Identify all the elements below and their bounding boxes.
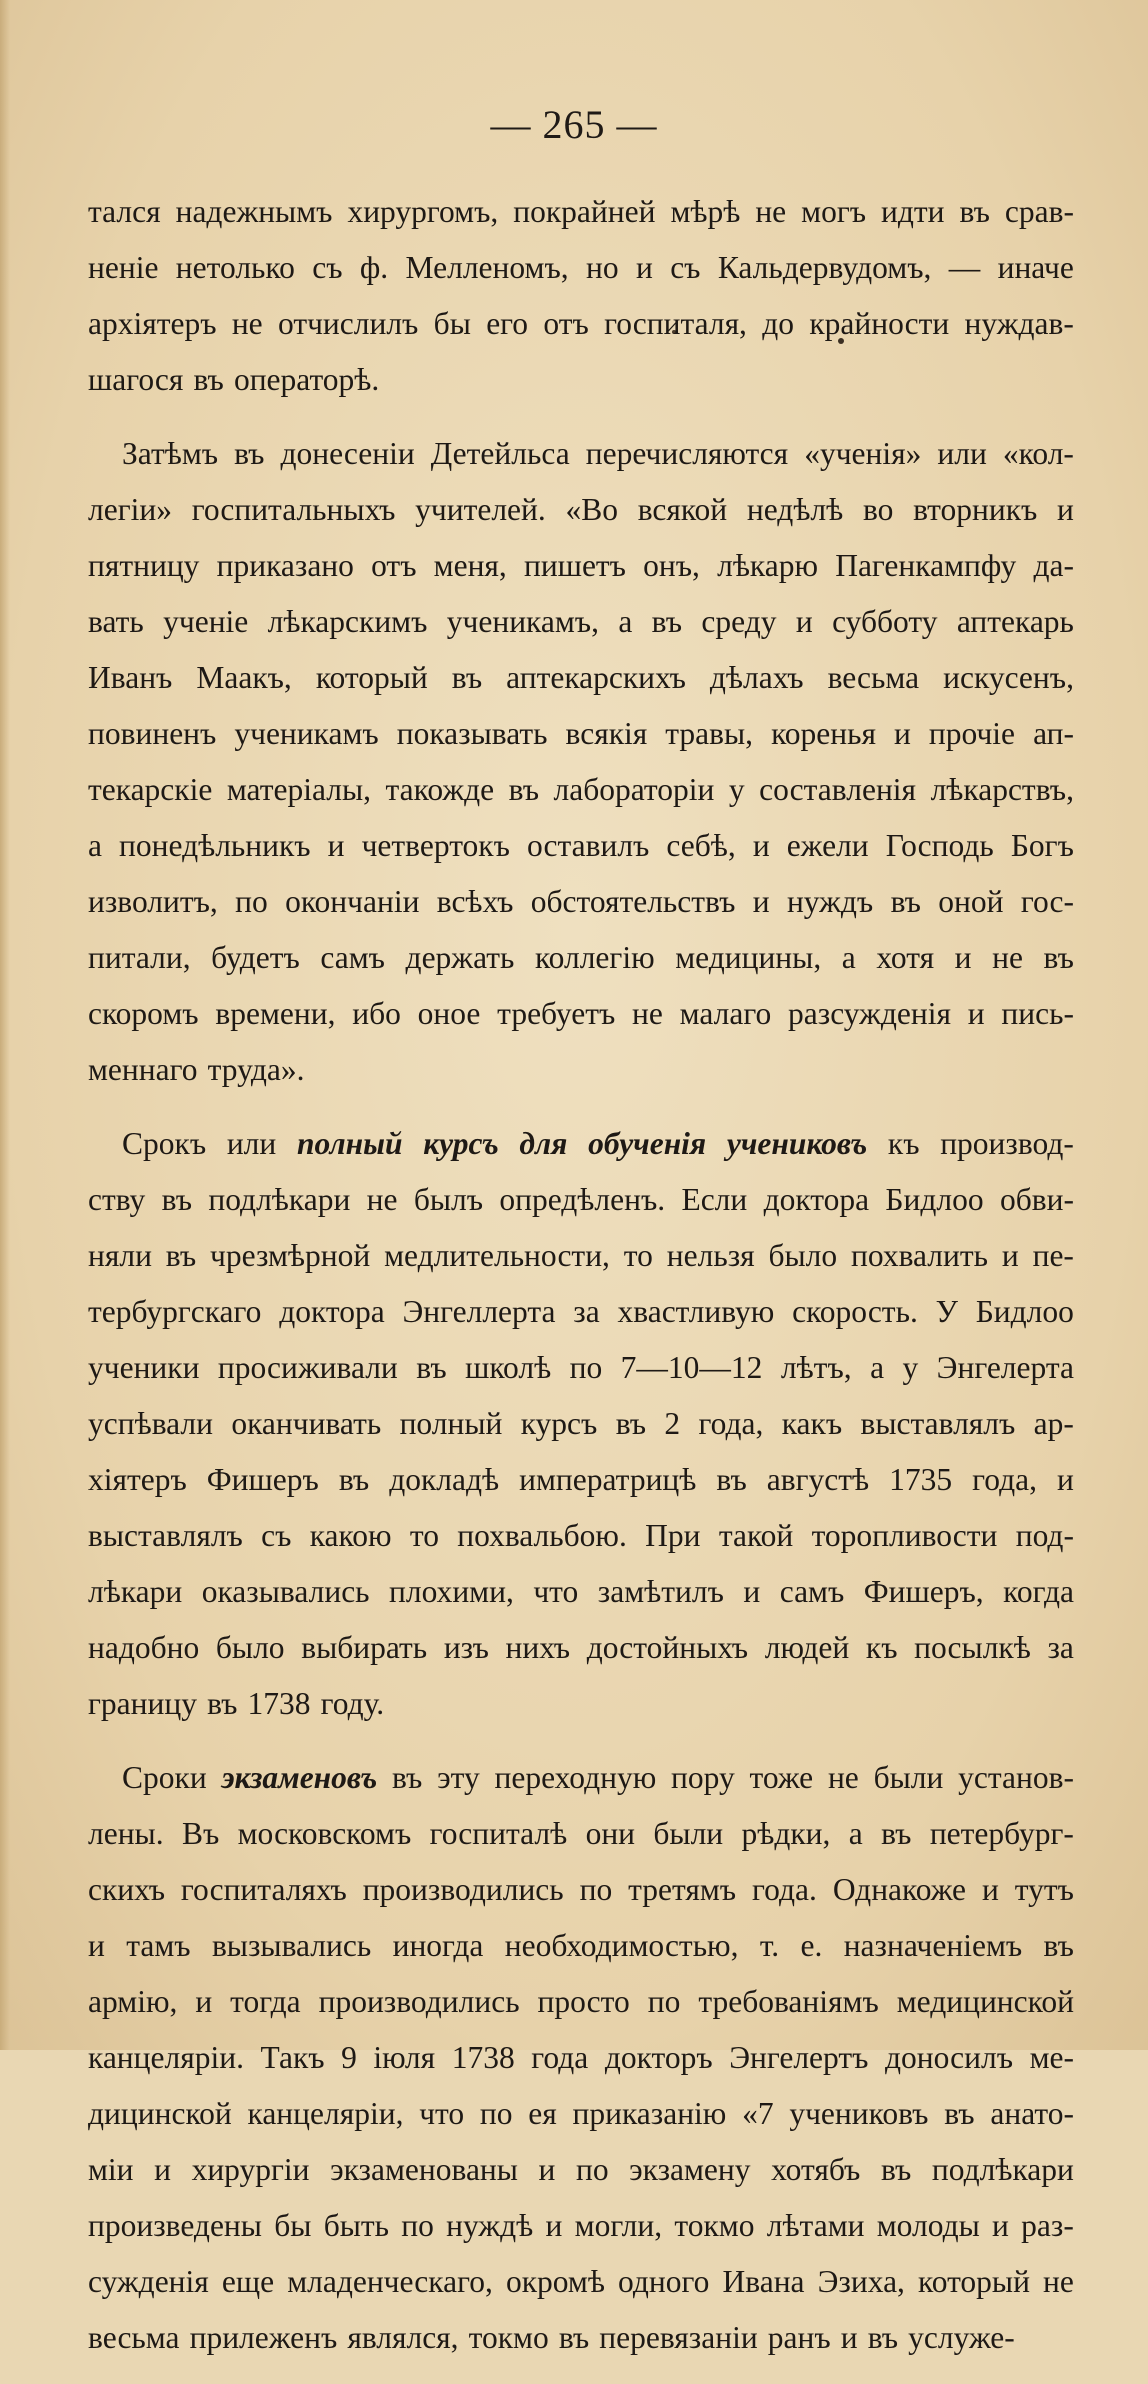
text-line: канцеляріи. Такъ 9 іюля 1738 года докторъ Энгелертъ доносилъ ме- bbox=[88, 2040, 1074, 2075]
text-line: успѣвали оканчивать полный курсъ въ 2 года, какъ выставлялъ ар- bbox=[88, 1406, 1074, 1441]
page-body-text bbox=[88, 184, 1074, 2384]
text-line: дицинской канцеляріи, что по ея приказанію «7 учениковъ въ анато- bbox=[88, 2096, 1074, 2131]
text-line: архіятеръ не отчислилъ бы его отъ госпиталя, до крайности нуждав- bbox=[88, 306, 1074, 341]
text-line: текарскіе матеріалы, такожде въ лабораторіи у составленія лѣкарствъ, bbox=[88, 772, 1074, 807]
text-line: надобно было выбирать изъ нихъ достойныхъ людей къ посылкѣ за bbox=[88, 1630, 1074, 1665]
text-line: неніе нетолько съ ф. Мелленомъ, но и съ Кальдервудомъ, — иначе bbox=[88, 250, 1074, 285]
text-line: ству въ подлѣкари не былъ опредѣленъ. Если доктора Бидлоо обви- bbox=[88, 1182, 1074, 1217]
text-line: а понедѣльникъ и четвертокъ оставилъ себѣ, и ежели Господь Богъ bbox=[88, 828, 1074, 863]
text-line: весьма прилеженъ являлся, токмо въ перевязаніи ранъ и въ услуже- bbox=[88, 2320, 1015, 2355]
text-line: и тамъ вызывались иногда необходимостью, т. е. назначеніемъ въ bbox=[88, 1928, 1074, 1963]
paragraph bbox=[88, 1750, 1074, 2366]
text-line: питали, будетъ самъ держать коллегію медицины, а хотя и не въ bbox=[88, 940, 1074, 975]
text-line: меннаго труда». bbox=[88, 1052, 305, 1087]
text-line: Иванъ Маакъ, который въ аптекарскихъ дѣлахъ весьма искусенъ, bbox=[88, 660, 1074, 695]
text-line: Затѣмъ въ донесеніи Детейльса перечисляются «ученія» или «кол- bbox=[122, 436, 1074, 471]
text-line: повиненъ ученикамъ показывать всякія травы, коренья и прочіе ап- bbox=[88, 716, 1074, 751]
text-line: пятницу приказано отъ меня, пишетъ онъ, лѣкарю Пагенкампфу да- bbox=[88, 548, 1074, 583]
text-line: ученики просиживали въ школѣ по 7—10—12 лѣтъ, а у Энгелерта bbox=[88, 1350, 1074, 1385]
text-line: няли въ чрезмѣрной медлительности, то нельзя было похвалить и пе- bbox=[88, 1238, 1074, 1273]
text-line: тербургскаго доктора Энгеллерта за хвастливую скорость. У Бидлоо bbox=[88, 1294, 1074, 1329]
text-line: вать ученіе лѣкарскимъ ученикамъ, а въ среду и субботу аптекарь bbox=[88, 604, 1074, 639]
paragraph bbox=[88, 184, 1074, 408]
text-line: границу въ 1738 году. bbox=[88, 1686, 385, 1721]
text-line: произведены бы быть по нуждѣ и могли, токмо лѣтами молоды и раз- bbox=[88, 2208, 1074, 2243]
text-line: хіятеръ Фишеръ въ докладѣ императрицѣ въ августѣ 1735 года, и bbox=[88, 1462, 1074, 1497]
text-line: шагося въ операторѣ. bbox=[88, 362, 380, 397]
paragraph bbox=[88, 426, 1074, 1098]
text-line: Сроки экзаменовъ въ эту переходную пору тоже не были установ- bbox=[122, 1760, 1074, 1795]
paragraph bbox=[88, 1116, 1074, 1732]
text-line: сужденія еще младенческаго, окромѣ одного Ивана Эзиха, который не bbox=[88, 2264, 1074, 2299]
page-left-edge-shadow bbox=[0, 0, 10, 2050]
text-line: выставлялъ съ какою то похвальбою. При такой торопливости под- bbox=[88, 1518, 1074, 1553]
text-line: легіи» госпитальныхъ учителей. «Во всякой недѣлѣ во вторникъ и bbox=[88, 492, 1074, 527]
text-line: міи и хирургіи экзаменованы и по экзамену хотябъ въ подлѣкари bbox=[88, 2152, 1074, 2187]
text-line: скоромъ времени, ибо оное требуетъ не малаго разсужденія и пись- bbox=[88, 996, 1074, 1031]
text-line: лены. Въ московскомъ госпиталѣ они были рѣдки, а въ петербург- bbox=[88, 1816, 1074, 1851]
text-line: изволитъ, по окончаніи всѣхъ обстоятельствъ и нуждъ въ оной гос- bbox=[88, 884, 1074, 919]
text-line: лѣкари оказывались плохими, что замѣтилъ и самъ Фишеръ, когда bbox=[88, 1574, 1074, 1609]
text-line: армію, и тогда производились просто по требованіямъ медицинской bbox=[88, 1984, 1074, 2019]
text-line: тался надежнымъ хирургомъ, покрайней мѣрѣ не могъ идти въ срав- bbox=[88, 194, 1074, 229]
page-number: — 265 — bbox=[490, 102, 658, 147]
text-line: Срокъ или полный курсъ для обученія учениковъ къ производ- bbox=[122, 1126, 1074, 1161]
text-line: скихъ госпиталяхъ производились по третямъ года. Однакоже и тутъ bbox=[88, 1872, 1074, 1907]
